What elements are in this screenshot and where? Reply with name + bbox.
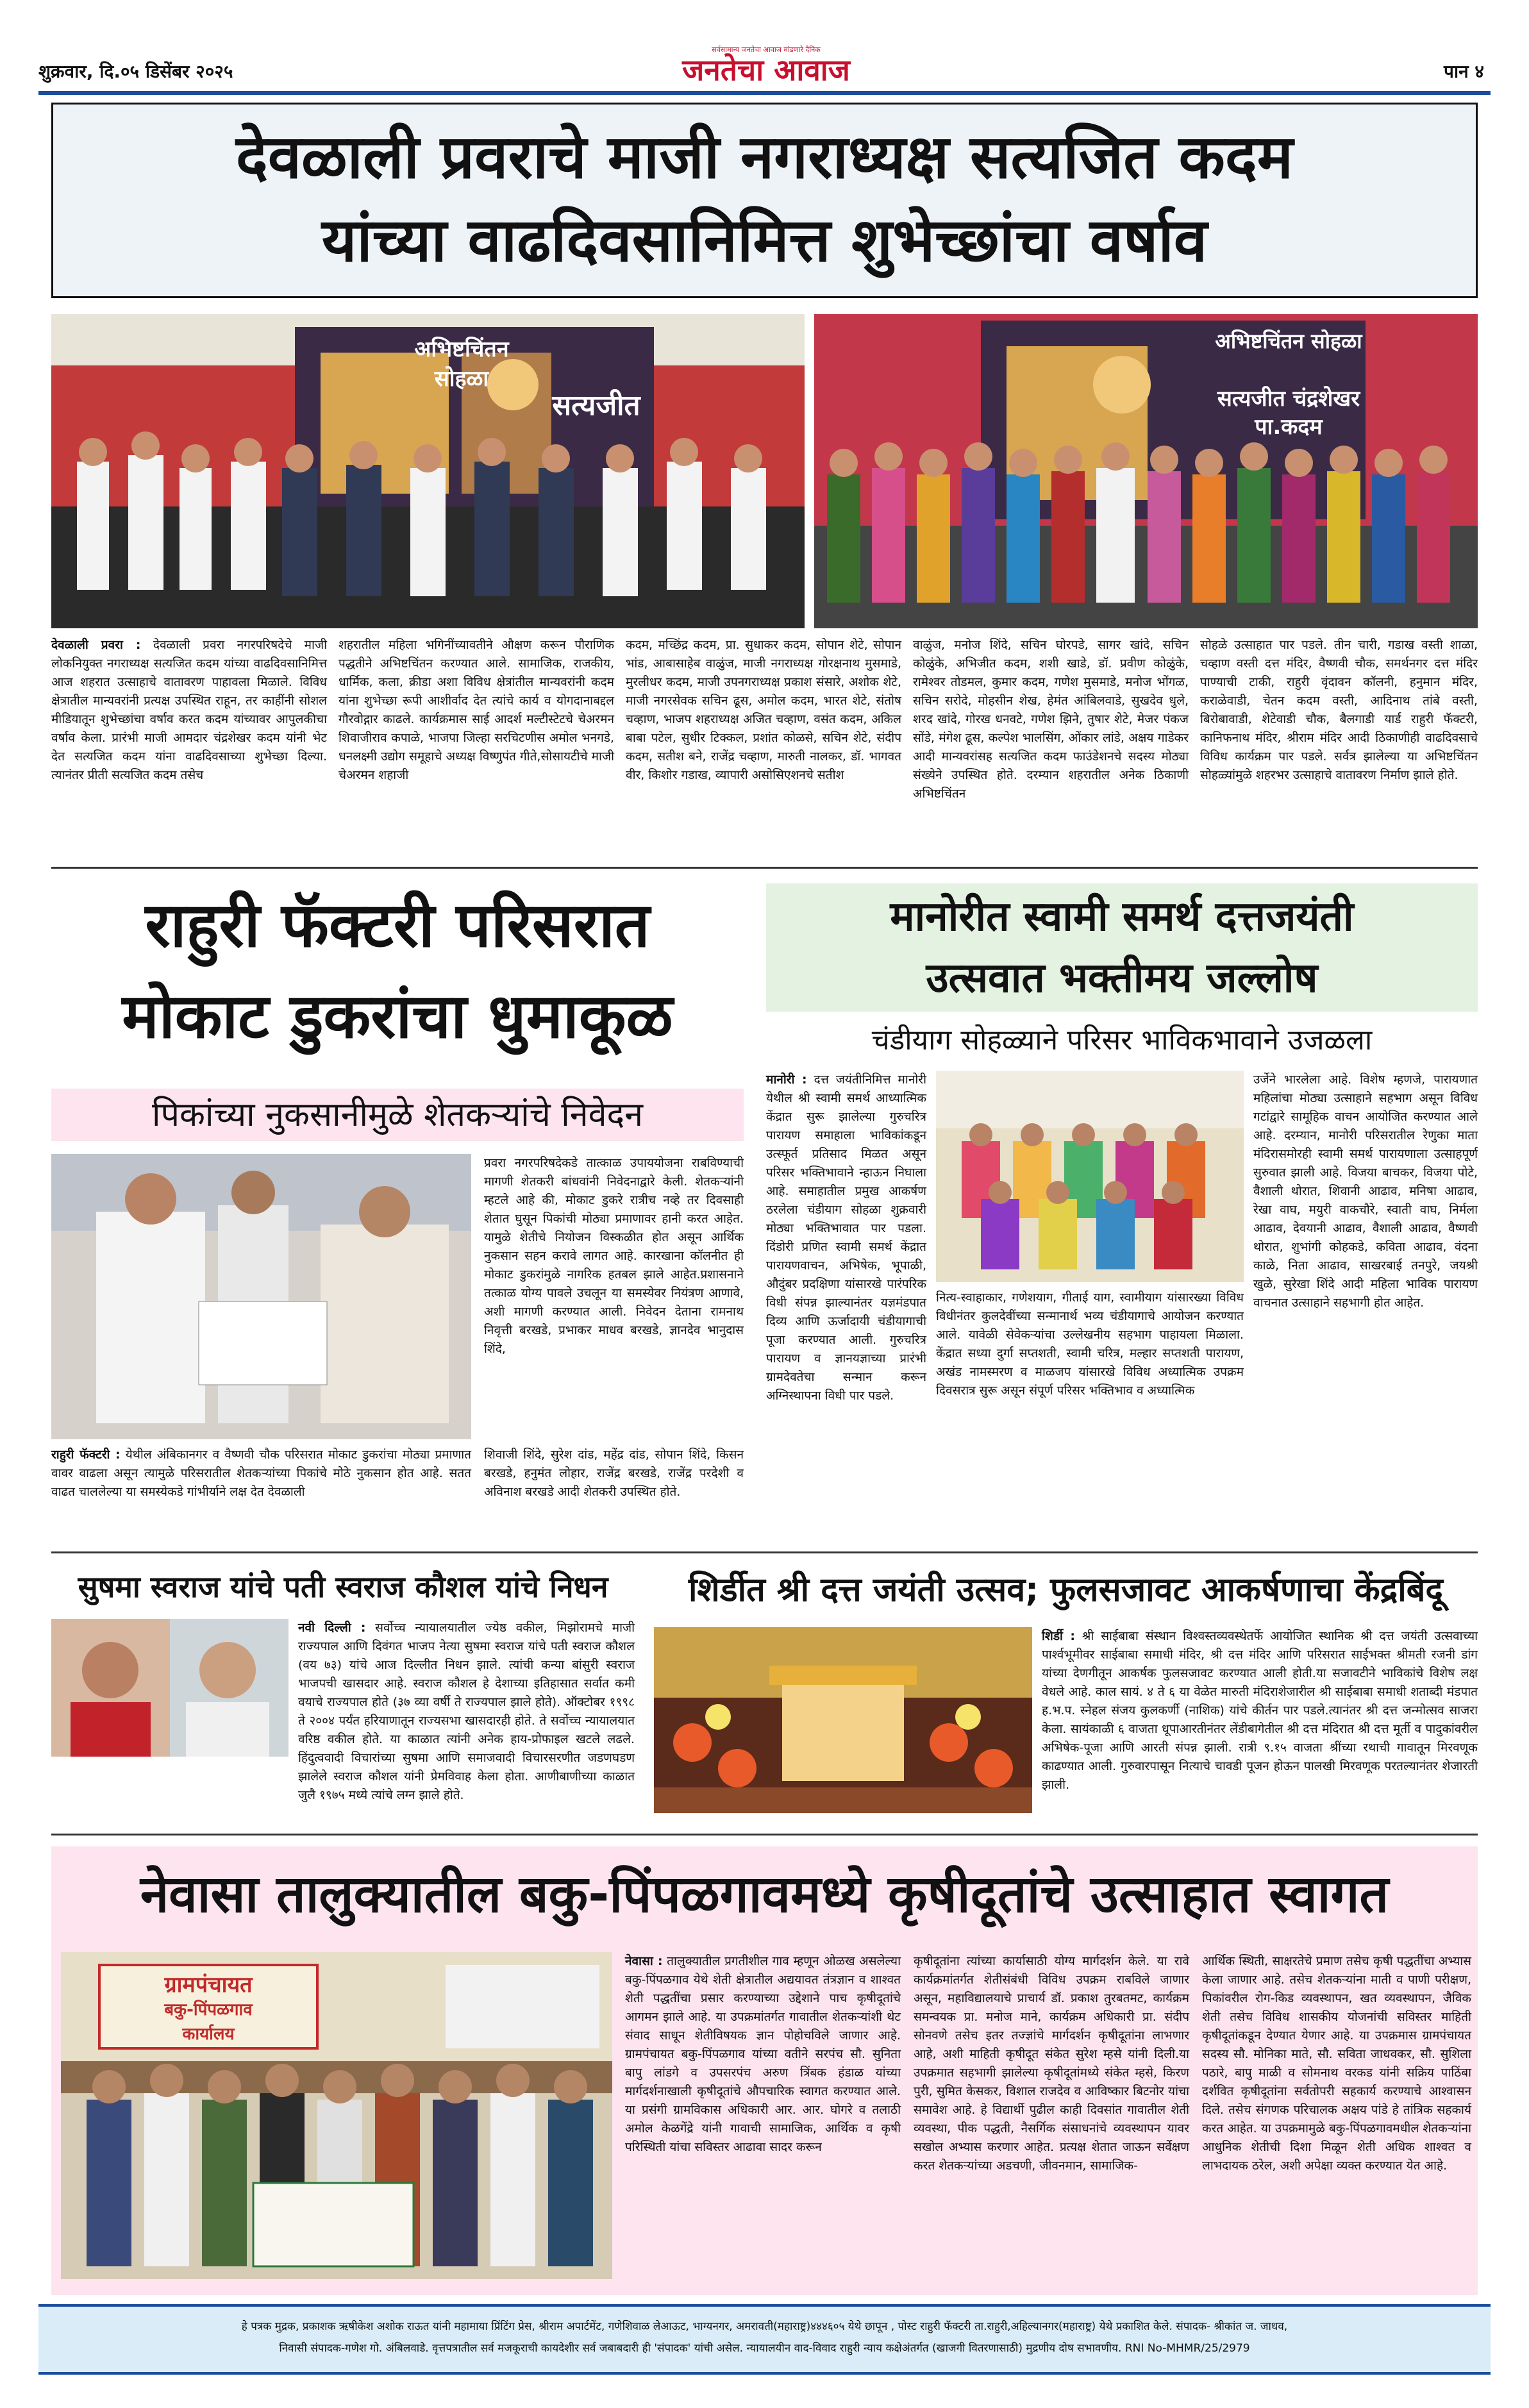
story5-headline: शिर्डीत श्री दत्त जयंती उत्सव; फुलसजावट आकर्षणाचा केंद्रबिंदू <box>688 1571 1444 1609</box>
story1-banner-name-left: सत्यजीत <box>552 389 640 422</box>
story6-sign-title: ग्रामपंचायत <box>164 1972 253 1998</box>
story3-column-3: उर्जेने भारलेला आहे. विशेष म्हणजे, पारायणात महिलांचा मोठ्या उत्साहाने सहभाग असून विविध गटांद्वारे सामूहिक वाचन आयोजित करण्यात आले आहे. दरम्यान, मानोरी परिसरातील रेणुका माता मंदिरासमोरही स्वामी समर्थ पारायणाला उत्साहपूर्ण सुरुवात झाली आहे. विजया बाचकर, विजया पोटे, वैशाली थोरात, शिवानी आढाव, मनिषा आढाव, रेखा वाघ, मयुरी वाकचौरे, स्वाती वाघ, निर्मला आढाव, देवयानी आढाव, वैशाली आढाव, वैष्णवी थोरात, शुभांगी कोहकडे, कविता आढाव, वंदना काळे, निता आढाव, साखरबाई तनपुरे, जयश्री खुळे, सुरेखा शिंदे आदी महिला भाविक पारायण वाचनात उत्साहाने सहभागी होत आहेत. <box>1253 1073 1478 1310</box>
story6-headline: नेवासा तालुक्यातील बकु-पिंपळगावमध्ये कृषीदूतांचे उत्साहात स्वागत <box>140 1864 1389 1924</box>
story3-photo <box>936 1071 1244 1282</box>
story6-column-1 <box>625 1952 901 2279</box>
story2-photo <box>51 1154 471 1439</box>
imprint-footer <box>38 2304 1491 2375</box>
story1-headline-box <box>51 103 1478 298</box>
story1-column-2: शहरातील महिला भगिनींच्यावतीने औक्षण करून पौराणिक पद्धतीने अभिष्टचिंतन करण्यात आले. सामाजिक, राजकीय, धार्मिक, कला, क्रीडा अशा विविध क्षेत्रांतील मान्यवरांनी कदम यांना शुभेच्छा रूपी आशीर्वाद देत त्यांचे कार्य व योगदानाबद्दल गौरवोद्गार काढले. कार्यक्रमास साई आदर्श मल्टीस्टेटचे चेअरमन शिवाजीराव कपाळे, भाजपा जिल्हा सरचिटणीस अमोल भनगडे, धनलक्ष्मी उद्योग समूहाचे अध्यक्ष विष्णुपंत गीते,सोसायटीचे माजी चेअरमन शहाजी <box>338 638 614 782</box>
story6-dateline: नेवासा : <box>625 1954 663 1968</box>
story6-column-2: कृषीदूतांना त्यांच्या कार्यासाठी योग्य मार्गदर्शन केले. या रावे कार्यक्रमांतर्गत शेतीसंबंधी विविध उपक्रम राबविले जाणार असून, महाविद्यालयाचे प्राचार्य डॉ. प्रकाश तुरबतमट, कार्यक्रम समन्वयक प्रा. मनोज माने, कार्यक्रम अधिकारी प्रा. संदीप सोनवणे तसेच इतर तज्ज्ञांचे मार्गदर्शन कृषीदूतांना लाभणार आहे, अशी माहिती कृषीदूत संकेत सुरेश म्हसे यांनी दिली.या उपक्रमात सहभागी झालेल्या कृषीदूतांमध्ये संकेत म्हसे, किरण पुरी, सुमित केसकर, विशाल राजदेव व आविष्कार बिटनोर यांचा समावेश आहे. हे विद्यार्थी पुढील काही दिवसांत गावातील शेती व्यवस्था, पीक पद्धती, नैसर्गिक संसाधनांचे व्यवस्थापन यावर सखोल अभ्यास करणार आहेत. प्रत्यक्ष शेतात जाऊन सर्वेक्षण करत शेतकऱ्यांच्या अडचणी, जीवनमान, सामाजिक- <box>914 1954 1189 2173</box>
story2-column-bottom-text: येथील अंबिकानगर व वैष्णवी चौक परिसरात मोकाट डुकरांचा मोठ्या प्रमाणात वावर वाढला असून त्यामुळे परिसरातील शेतकऱ्यांच्या पिकांचे मोठे नुकसान होत आहे. सतत वाढत चाललेल्या या समस्येकडे गांभीर्याने लक्ष देत देवळाली <box>51 1448 471 1499</box>
masthead-logo: जनतेचा आवाज <box>682 53 850 87</box>
story1-headline-line2: यांच्या वाढदिवसानिमित्त शुभेच्छांचा वर्षाव <box>321 206 1208 276</box>
story3-column-1-text: दत्त जयंतीनिमित्त मानोरी येथील श्री स्वामी समर्थ आध्यात्मिक केंद्रात सुरू झालेल्या गुरुचरित्र पारायण समाहाला भाविकांकडून उत्स्फूर्त प्रतिसाद मिळत असून परिसर भक्तिभावाने न्हाऊन निघाला आहे. समाहातील प्रमुख आकर्षण ठरलेला चंडीयाग सोहळा शुक्रवारी मोठ्या भक्तिभावात पार पडला. दिंडोरी प्रणित स्वामी समर्थ केंद्रात पारायणवाचन, अभिषेक, भूपाळी, औदुंबर प्रदक्षिणा यांसारखे पारंपरिक विधी संपन्न झाल्यानंतर यज्ञमंडपात दिव्य आणि ऊर्जादायी चंडीयागाची पूजा करण्यात आली. गुरुचरित्र पारायण व ज्ञानयज्ञाच्या प्रारंभी ग्रामदेवतेचा सन्मान करून अग्निस्थापना विधी पार पडले. <box>766 1073 926 1403</box>
story6-column-1-text: तालुक्यातील प्रगतीशील गाव म्हणून ओळख असलेल्या बकु-पिंपळगाव येथे शेती क्षेत्रातील अद्ययावत तंत्रज्ञान व शाश्वत शेती पद्धतींचा प्रसार करण्याच्या उद्देशाने पाच कृषीदूतांचे आगमन झाले आहे. या उपक्रमांतर्गत गावातील शेतकऱ्यांशी थेट संवाद साधून शेतीविषयक ज्ञान पोहोचविले जाणार आहे. ग्रामपंचायत बकु-पिंपळगाव यांच्या वतीने सरपंच सौ. सुनिता बापु लांडगे व उपसरपंच अरुण त्रिंबक हंडाळ यांच्या मार्गदर्शनाखाली कृषीदूतांचे औपचारिक स्वागत करण्यात आले. या प्रसंगी ग्रामविकास अधिकारी आर. आर. घोगरे व तलाठी अमोल केळगेंद्रे यांनी गावाची सामाजिक, आर्थिक व कृषी परिस्थिती यांचा सविस्तर आढावा सादर करून <box>625 1954 901 2154</box>
story6-column-3: आर्थिक स्थिती, साक्षरतेचे प्रमाण तसेच कृषी पद्धतींचा अभ्यास केला जाणार आहे. तसेच शेतकऱ्यांना माती व पाणी परीक्षण, पिकांवरील रोग-किड व्यवस्थापन, खत व्यवस्थापन, जैविक शेती तसेच विविध शासकीय योजनांची सविस्तर माहिती कृषीदूतांकडून देण्यात येणार आहे. या उपक्रमास ग्रामपंचायत सदस्य सौ. मोनिका माते, सौ. सविता जाधवकर, सौ. सुशिला पठारे, बापु माळी व सोमनाथ वरकड यांनी सक्रिय पाठिंबा दर्शवित कृषीदूतांना सर्वतोपरी सहकार्य करण्याचे आश्वासन दिले. तसेच संगणक परिचालक अक्षय पांडे हे तांत्रिक सहकार्य करत आहेत. या उपक्रमामुळे बकु-पिंपळगावमधील शेतकऱ्यांना आधुनिक शेतीची दिशा मिळून शेती अधिक शाश्वत व लाभदायक ठरेल, अशी अपेक्षा व्यक्त करण्यात येत आहे. <box>1202 1954 1471 2173</box>
story2-column-bottom <box>51 1446 471 1542</box>
story3-headline-line2: उत्सवात भक्तीमय जल्लोष <box>926 955 1318 1002</box>
story6-sign-village: बकु-पिंपळगाव <box>164 2000 253 2019</box>
story1-column-5: सोहळे उत्साहात पार पडले. तीन चारी, गडाख वस्ती शाळा, चव्हाण वस्ती दत्त मंदिर, वैष्णवी चौक, समर्थनगर दत्त मंदिर पाण्याची टाकी, राहुरी वृंदावन कॉलनी, हनुमान मंदिर, कराळेवाडी, चेतन कदम वस्ती, आदिनाथ तांबे वस्ती, बिरोबावाडी, शेटेवाडी चौक, बैलगाडी यार्ड राहुरी फॅक्टरी, कानिफनाथ मंदिर, श्रीराम मंदिर आदी ठिकाणीही वाढदिवसाचे विविध कार्यक्रम पार पडले. सर्वत्र झालेल्या या अभिष्टचिंतन सोहळ्यांमुळे शहरभर उत्साहाचे वातावरण निर्माण झाले होते. <box>1200 638 1478 782</box>
story3-dateline: मानोरी : <box>766 1073 807 1087</box>
divider <box>51 1551 1478 1553</box>
story3-subheadline: चंडीयाग सोहळ्याने परिसर भाविकभावाने उजळला <box>871 1024 1373 1057</box>
story5-body-right <box>1042 1627 1478 1813</box>
story3-headline-box <box>766 883 1478 1012</box>
story6-sign-office: कार्यालय <box>182 2025 235 2044</box>
story2-headline-line2: मोकाट डुकरांचा धुमाकूळ <box>122 980 673 1052</box>
divider <box>51 1834 1478 1835</box>
story5-dateline: शिर्डी : <box>1042 1629 1076 1643</box>
story1-photo-right <box>814 314 1478 628</box>
story1-column-1-text: देवळाली प्रवरा नगरपरिषदेचे माजी लोकनियुक्त नगराध्यक्ष सत्यजित कदम यांच्या वाढदिवसानिमित्त आज शहरात उत्साहाचे वातावरण पाहावला मिळाले. विविध क्षेत्रातील मान्यवरांनी प्रत्यक्ष उपस्थित राहून, तर काहींनी सोशल मीडियातून शुभेच्छांचा वर्षाव करत कदम यांच्यावर आपुलकीचा वर्षाव केला. प्रारंभी माजी आमदार चंद्रशेखर कदम यांनी भेट देत सत्यजित कदम यांना वाढदिवसाच्या शुभेच्छा दिल्या. त्यानंतर प्रीती सत्यजित कदम तसेच <box>51 638 327 782</box>
story4-dateline: नवी दिल्ली : <box>298 1621 366 1635</box>
imprint-line-1: हे पत्रक मुद्रक, प्रकाशक ऋषीकेश अशोक राऊत यांनी महामाया प्रिंटिंग प्रेस, श्रीराम अपार्टमेंट, गणेशिवाळ लेआऊट, भाग्यनगर, अमरावती(महाराष्ट्र)४४४६०५ येथे छापून , पोस्ट राहुरी फॅक्टरी ता.राहुरी,अहिल्यानगर(महाराष्ट्र) येथे प्रकाशित केले. संपादक- श्रीकांत ज. जाधव, <box>241 2320 1288 2333</box>
story3-column-2: नित्य-स्वाहाकार, गणेशयाग, गीताई याग, स्वामीयाग यांसारख्या विविध विधीनंतर कुलदेवींच्या सन्मानार्थ भव्य चंडीयागाचे आयोजन करण्यात आले. यावेळी सेवेकऱ्यांचा उल्लेखनीय सहभाग पाहायला मिळाला. केंद्रात सध्या दुर्गा सप्तशती, स्वामी चरित्र, मल्हार सप्तशती पारायण, अखंड नामस्मरण व माळजप यांसारखे विविध अध्यात्मिक उपक्रम दिवसरात्र सुरू असून संपूर्ण परिसर भक्तिभाव व अध्यात्मिक <box>936 1291 1244 1398</box>
imprint-line-2: निवासी संपादक-गणेश गो. अंबिलवाडे. वृत्तपत्रातील सर्व मजकूराची कायदेशीर सर्व जबाबदारी ही 'संपादक' यांची असेल. न्यायालयीन वाद-विवाद राहुरी न्याय कक्षेअंतर्गत (खाजगी वितरणासाठी) मुद्रणीय दोष सभावणीय. RNI No-MHMR/25/2979 <box>279 2342 1250 2355</box>
page-number: पान ४ <box>1443 61 1484 82</box>
story1-column-4: वाळुंज, मनोज शिंदे, सचिन घोरपडे, सागर खांदे, सचिन कोळुंके, अभिजीत कदम, शशी खाडे, डॉ. प्रवीण कोळुंके, रामेश्वर तोडमल, कुमार कदम, गणेश मुसमाडे, मनोज भोंगळ, सचिन सरोदे, मोहसीन शेख, हेमंत आंबिलवाडे, सुखदेव धुले, शरद खांदे, गोरख धनवटे, गणेश झिने, तुषार शेटे, मेजर पंकज सोंडे, मंगेश ढूस, कल्पेश भालसिंग, ओंकार लांडे, अक्षय गाडेकर आदी मान्यवरांसह सत्यजित कदम फाउंडेशनचे सदस्य मोठ्या संख्येने उपस्थित होते. दरम्यान शहरातील अनेक ठिकाणी अभिष्टचिंतन <box>913 638 1189 801</box>
story2-headline-line1: राहुरी फॅक्टरी परिसरात <box>145 889 650 961</box>
story1-dateline: देवळाली प्रवरा : <box>51 638 141 652</box>
story2-column-bottom-right: शिवाजी शिंदे, सुरेश दांड, महेंद्र दांड, सोपान शिंदे, किसन बरखडे, हनुमंत लोहार, राजेंद्र बरखडे, राजेंद्र परदेशी व अविनाश बरखडे आदी शेतकरी उपस्थित होते. <box>484 1448 744 1499</box>
issue-date: शुक्रवार, दि.०५ डिसेंबर २०२५ <box>38 61 233 82</box>
story1-headline-line1: देवळाली प्रवराचे माजी नगराध्यक्ष सत्यजित कदम <box>235 122 1294 192</box>
masthead-rule <box>38 91 1491 95</box>
story5-photo <box>654 1627 1032 1813</box>
story2-subheadline: पिकांच्या नुकसानीमुळे शेतकऱ्यांचे निवेदन <box>51 1089 744 1141</box>
story5-body: श्री साईबाबा संस्थान विश्वस्तव्यवस्थेतर्फे आयोजित स्थानिक श्री दत्त जयंती उत्सवाच्या पार्श्वभूमीवर साईबाबा समाधी मंदिर, श्री दत्त मंदिर आणि परिसरात साईभक्त श्रीमती रजनी डांग यांच्या देणगीतून आकर्षक फुलसजावट करण्यात आली होती.या सजावटीने भाविकांचे विशेष लक्ष वेधले आहे. काल सायं. ४ ते ६ या वेळेत मारुती मंदिराशेजारील श्री साईबाबा समाधी शताब्दी मंडपात ह.भ.प. स्नेहल संजय कुलकर्णी (नाशिक) यांचे कीर्तन पार पडले.त्यानंतर श्री दत्त जन्मोत्सव साजरा केला. सायंकाळी ६ वाजता धूपाआरतीनंतर लेंडीबागेतील श्री दत्त मंदिरात श्री दत्त मूर्ती व पादुकांवरील अभिषेक-पूजा आणि आरती संपन्न झाली. रात्री ९.१५ वाजता श्रींच्या रथाची गावातून मिरवणूक काढण्यात आली. गुरुवारपासून नित्याचे चावडी पूजन होऊन पालखी मिरवणूक परतल्यानंतर शेजारती झाली. <box>1042 1629 1478 1792</box>
story4-photo <box>51 1619 288 1757</box>
story1-photo-left <box>51 314 805 628</box>
story1-column-1 <box>51 636 327 857</box>
story1-banner-title-right: अभिष्टचिंतन सोहळा <box>1215 329 1362 353</box>
story3-column-1 <box>766 1071 926 1539</box>
story1-column-3: कदम, मच्छिंद्र कदम, प्रा. सुधाकर कदम, सोपान शेटे, सोपान भांड, आबासाहेब वाळुंज, माजी नगराध्यक्ष गोरक्षनाथ मुसमाडे, मुरलीधर कदम, माजी उपनगराध्यक्ष प्रकाश संसारे, अशोक शेटे, माजी नगरसेवक सचिन ढूस, अमोल कदम, भारत शेटे, संतोष चव्हाण, भाजप शहराध्यक्ष अजित चव्हाण, वसंत कदम, अकिल बाबा पटेल, सुधीर टिक्कल, प्रशांत कोळसे, सचिन शेटे, संदीप कदम, सतीश बने, राजेंद्र चव्हाण, मारुती नालकर, डॉ. भागवत वीर, किशोर गडाख, व्यापारी असोसिएशनचे सतीश <box>626 638 901 782</box>
divider <box>51 867 1478 869</box>
story4-headline: सुषमा स्वराज यांचे पती स्वराज कौशल यांचे निधन <box>78 1569 608 1604</box>
story1-banner-title-left: अभिष्टचिंतन सोहळा <box>414 337 509 392</box>
story6-photo <box>61 1952 612 2279</box>
story3-headline-line1: मानोरीत स्वामी समर्थ दत्तजयंती <box>890 893 1354 941</box>
story2-dateline: राहुरी फॅक्टरी : <box>51 1448 121 1462</box>
story2-column-right: प्रवरा नगरपरिषदेकडे तात्काळ उपाययोजना राबविण्याची मागणी शेतकरी बांधवांनी निवेदनाद्वारे केली. शेतकऱ्यांनी म्हटले आहे की, मोकाट डुकरे रात्रीच नव्हे तर दिवसाही शेतात घुसून पिकांची मोठ्या प्रमाणावर हानी करत आहेत. यामुळे शेतीचे नियोजन विस्कळीत होत असून आर्थिक नुकसान सहन करावे लागत आहे. कारखाना कॉलनीत ही मोकाट डुकरांमुळे नागरिक हतबल झाले आहेत.प्रशासनाने तत्काळ योग्य पावले उचलून या समस्येवर नियंत्रण आणावे, अशी मागणी करण्यात आली. निवेदन देताना रामनाथ निवृत्ती बरखडे, प्रभाकर माधव बरखडे, ज्ञानदेव भानुदास शिंदे, <box>484 1156 744 1356</box>
masthead-tagline: सर्वसामान्य जनतेचा आवाज मांडणारे दैनिक <box>712 46 821 54</box>
story1-banner-name-right: सत्यजीत चंद्रशेखर पा.कदम <box>1217 386 1360 440</box>
story4-body-top <box>298 1619 635 1802</box>
story4-body: सर्वोच्च न्यायालयातील ज्येष्ठ वकील, मिझोरामचे माजी राज्यपाल आणि दिवंगत भाजप नेत्या सुषमा स्वराज यांचे पती स्वराज कौशल (वय ७३) यांचे आज दिल्लीत निधन झाले. त्यांची कन्या बांसुरी स्वराज भाजपची खासदार आहे. स्वराज कौशल हे देशाच्या इतिहासात सर्वात कमी वयाचे राज्यपाल होते (३७ व्या वर्षी ते राज्यपाल झाले होते). ऑक्टोबर १९९८ ते २००४ पर्यंत हरियाणातून राज्यसभा खासदारही होते. ते सर्वोच्च न्यायालयात वरिष्ठ वकील होते. या काळात त्यांनी अनेक हाय-प्रोफाइल खटले लढले. हिंदुत्ववादी विचारांच्या सुषमा आणि समाजवादी विचारसरणीत जडणघडण झालेले स्वराज कौशल यांनी प्रेमविवाह केला होता. आणीबाणीच्या काळात जुलै १९७५ मध्ये त्यांचे लग्न झाले होते. <box>298 1621 635 1802</box>
